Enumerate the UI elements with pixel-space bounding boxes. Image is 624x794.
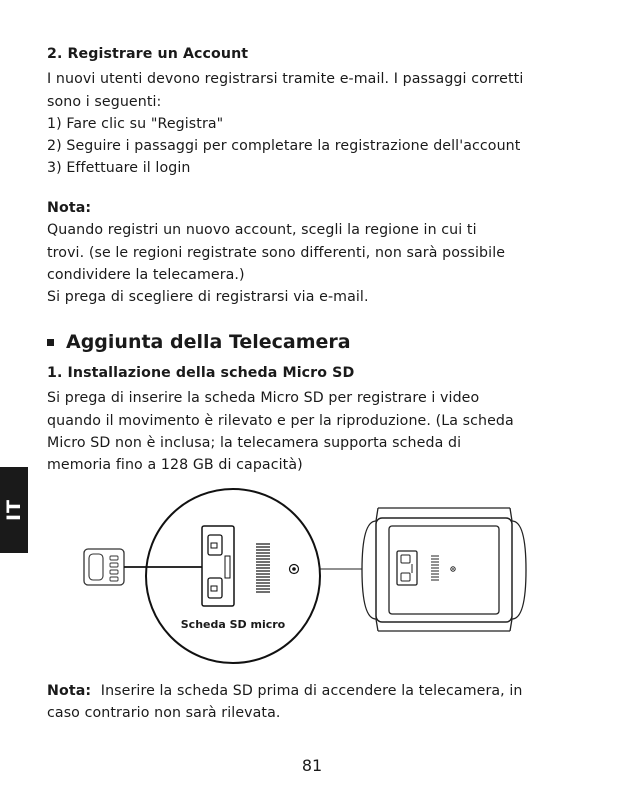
figure-label: Scheda SD micro [180, 618, 286, 631]
camera-rear-icon [362, 508, 526, 631]
note-sd-line-2: caso contrario non sarà rilevata. [47, 705, 281, 722]
note-region-line-1: Quando registri un nuovo account, scegli la regione in cui ti [47, 222, 477, 239]
note-region-label: Nota: [47, 200, 92, 216]
account-intro-line-1: I nuovi utenti devono registrarsi tramite e-mail. I passaggi corretti [47, 71, 524, 88]
account-step-3: 3) Effettuare il login [47, 160, 191, 177]
sd-line-1: Si prega di inserire la scheda Micro SD per registrare i video [47, 390, 480, 407]
sd-slot-icon [202, 526, 234, 606]
note-sd-label: Nota: [47, 683, 92, 699]
note-region-line-3: condividere la telecamera.) [47, 266, 245, 283]
account-step-2: 2) Seguire i passaggi per completare la registrazione dell'account [47, 138, 521, 155]
language-tab-label: IT [3, 498, 25, 522]
note-region-line-4: Si prega di scegliere di registrarsi via e-mail. [47, 289, 369, 306]
sd-heading: 1. Installazione della scheda Micro SD [47, 365, 355, 381]
note-region-line-2: trovi. (se le regioni registrate sono differenti, non sarà possibile [47, 244, 506, 261]
sd-line-4: memoria fino a 128 GB di capacità) [47, 457, 303, 474]
page-number: 81 [301, 756, 323, 775]
sd-line-2: quando il movimento è rilevato e per la riproduzione. (La scheda [47, 412, 514, 429]
sd-line-3: Micro SD non è inclusa; la telecamera supporta scheda di [47, 434, 462, 451]
micro-sd-card-icon [84, 549, 124, 585]
account-heading: 2. Registrare un Account [47, 46, 249, 62]
account-intro-line-2: sono i seguenti: [47, 93, 162, 110]
note-sd-line-1: Inserire la scheda SD prima di accendere la telecamera, in [100, 683, 523, 699]
account-step-1: 1) Fare clic su "Registra" [47, 115, 224, 132]
note-sd [47, 680, 587, 725]
section-title-text: Aggiunta della Telecamera [66, 331, 351, 353]
